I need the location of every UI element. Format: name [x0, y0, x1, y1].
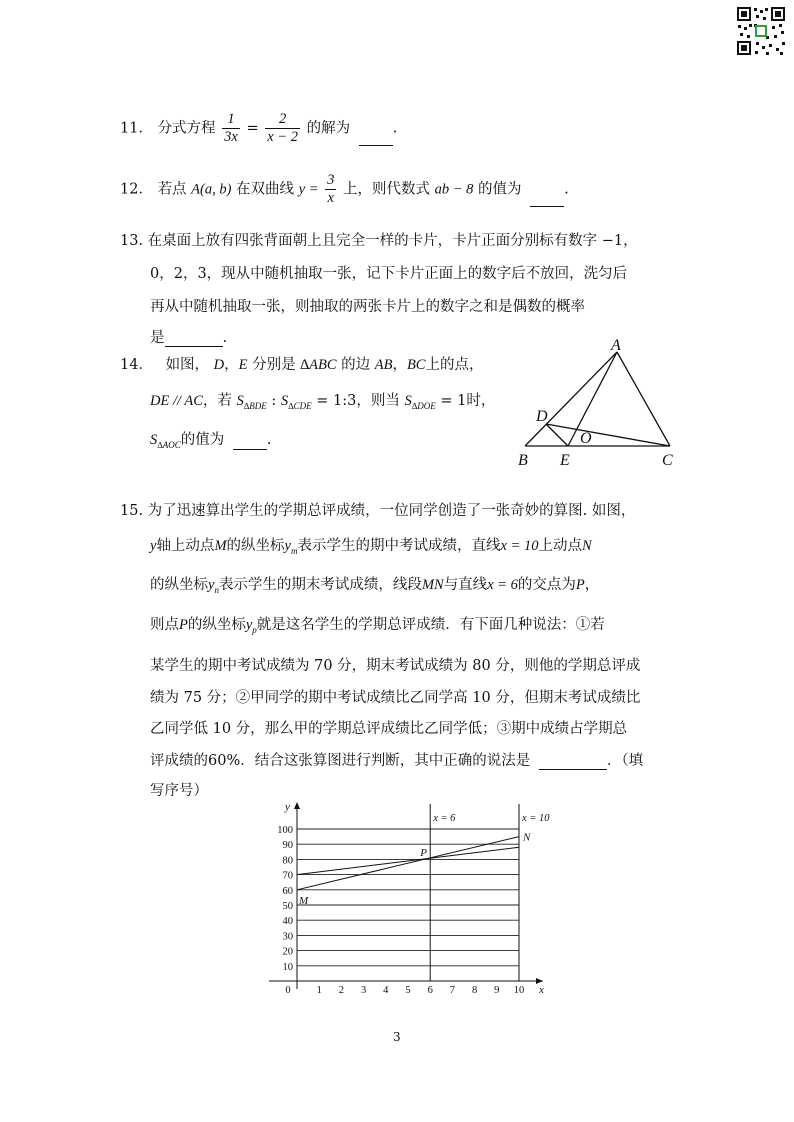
fraction-numerator: 1 [222, 111, 240, 129]
q15-text: 的纵坐标 [150, 577, 208, 593]
y-tick-label: 20 [282, 946, 293, 958]
fraction-denominator: x [327, 190, 334, 206]
q15-text: 表示学生的期中考试成绩，直线 [297, 538, 501, 554]
answer-blank [165, 332, 223, 347]
question-14-line-1 [120, 353, 483, 374]
area-symbol: S [280, 393, 289, 409]
q11-text-2: 的解为 [306, 120, 351, 137]
qr-code-image [736, 6, 786, 56]
segment-ab: AB [374, 357, 393, 373]
triangle-figure [512, 336, 686, 472]
var-ym: y [284, 538, 291, 554]
subscript: n [214, 584, 219, 595]
area-subscript: ∆DOE [411, 400, 436, 411]
point-label: M [299, 894, 309, 907]
question-13-line-1 [120, 229, 638, 250]
q15-text: ．结合这张算图进行判断，其中正确的说法是 [240, 753, 531, 769]
label-b: B [518, 452, 528, 469]
y-tick-label: 10 [282, 961, 293, 973]
q15-text: 表示学生的期末考试成绩，线段 [218, 577, 422, 593]
question-13-line-2: 0，2，3，现从中随机抽取一张，记下卡片正面上的数字后不放回，洗匀后 [150, 266, 628, 282]
q12-text: 若点 [157, 181, 187, 198]
period: . [564, 181, 569, 198]
point-n: N [581, 538, 592, 554]
line-x6: x = 6 [487, 577, 518, 593]
q14-text: 时， [466, 393, 496, 409]
triangle-abc: ∆ABC [300, 357, 337, 373]
separator: ， [392, 357, 407, 373]
fraction-numerator: 2 [265, 111, 300, 129]
period: . [266, 432, 272, 448]
x-tick-label: 8 [471, 985, 478, 996]
subscript: m [290, 545, 298, 556]
y-tick-label: 60 [282, 885, 293, 897]
ratio-colon: : [266, 393, 281, 409]
question-number: 15. [120, 503, 144, 519]
q15-text: 与直线 [443, 577, 488, 593]
q14-text: 如图， [165, 357, 210, 373]
q15-text: 的纵坐标 [187, 617, 246, 633]
percentage: 60% [208, 753, 241, 769]
point-p: P [575, 577, 585, 593]
question-number: 13. [120, 233, 144, 249]
q14-text: ，则当 [356, 393, 400, 409]
y-tick-label: 90 [282, 840, 293, 852]
x-tick-label: 7 [449, 985, 456, 996]
q15-text: ．（填 [606, 753, 644, 769]
point-a: A(a, b) [191, 181, 232, 198]
question-15-line-7: 乙同学低 10 分，那么甲的学期总评成绩比乙同学低；③期中成绩占学期总 [150, 721, 628, 737]
line-x10: x = 10 [500, 538, 539, 554]
q14-text: 上的点， [425, 357, 484, 373]
point-p: P [179, 617, 188, 633]
function-lhs: y = [298, 181, 319, 198]
subscript: p [252, 624, 257, 635]
q15-text: 就是这名学生的学期总评成绩．有下面几种说法：①若 [256, 617, 605, 633]
question-15-line-9: 写序号） [150, 783, 208, 799]
x-tick-label: 9 [494, 985, 500, 996]
question-12 [120, 172, 569, 207]
x-tick-label: 10 [513, 985, 525, 996]
point-m: M [214, 538, 227, 554]
y-tick-label: 80 [282, 855, 293, 867]
q15-text: 评成绩的 [150, 753, 208, 769]
label-a: A [611, 337, 621, 354]
x-tick-label: 5 [405, 985, 411, 996]
x-tick-label: 2 [338, 985, 345, 996]
q11-text: 分式方程 [157, 120, 216, 137]
fraction-denominator: x − 2 [267, 129, 298, 145]
q15-text: 则点 [150, 617, 179, 633]
q14-text: ，若 [202, 393, 232, 409]
y-axis-label: y [285, 801, 290, 813]
question-14-line-2 [150, 389, 495, 411]
point-e: E [238, 357, 248, 373]
y-tick-label: 70 [282, 870, 293, 882]
area-symbol: S [150, 432, 158, 448]
answer-blank [359, 131, 393, 146]
separator: ， [224, 357, 239, 373]
answer-blank [530, 192, 564, 207]
q15-text: 的纵坐标 [226, 538, 285, 554]
question-15-line-2 [150, 534, 592, 556]
q13-text: 是 [150, 330, 165, 346]
question-number: 12． [120, 181, 153, 198]
question-13-line-4 [150, 326, 227, 347]
segment-bc: BC [406, 357, 426, 373]
q15-text: 为了迅速算出学生的学期总评成绩，一位同学创造了一张奇妙的算图. 如图， [147, 503, 636, 519]
q12-text-2: 在双曲线 [236, 181, 295, 198]
fraction-denominator: 3x [224, 129, 238, 145]
x-axis-label: x [539, 984, 544, 996]
question-number: 11． [120, 120, 153, 137]
label-e: E [560, 452, 570, 469]
fraction-1 [222, 111, 240, 146]
q15-text: 轴上动点 [156, 538, 215, 554]
page-number: 3 [393, 1030, 401, 1044]
point-label: N [523, 831, 531, 844]
equals-sign: = [246, 120, 259, 137]
question-15-line-6: 绩为 75 分；②甲同学的期中考试成绩比乙同学高 10 分，但期末考试成绩比 [150, 690, 641, 706]
question-14-line-3 [150, 428, 271, 450]
x-tick-label: 0 [285, 985, 291, 996]
segment-mn: MN [421, 577, 444, 593]
label-o: O [580, 430, 592, 447]
y-tick-label: 50 [282, 901, 293, 912]
y-tick-label: 40 [282, 916, 293, 928]
y-tick-label: 100 [277, 825, 293, 836]
question-number: 14． [120, 357, 153, 373]
y-tick-label: 30 [282, 931, 293, 943]
var-y: y [150, 538, 157, 554]
q14-text: 分别是 [252, 357, 296, 373]
period: . [392, 120, 398, 137]
vertical-line-label: x = 10 [522, 813, 550, 824]
area-subscript: ∆CDE [288, 400, 312, 411]
label-c: C [662, 452, 673, 469]
ratio-value: = 1:3 [316, 393, 357, 409]
q15-text: 的交点为 [517, 577, 576, 593]
x-tick-label: 1 [316, 985, 322, 996]
question-15-line-3 [150, 573, 599, 595]
area-subscript: ∆BDE [243, 400, 267, 411]
nomogram-chart [260, 798, 550, 1003]
q13-text: 在桌面上放有四张背面朝上且完全一样的卡片，卡片正面分别标有数字 −1， [147, 233, 638, 249]
fraction [325, 172, 336, 207]
q14-text: 的边 [341, 357, 371, 373]
q14-text: 的值为 [180, 432, 225, 448]
point-label: P [420, 846, 427, 859]
parallel-condition: DE // AC [150, 393, 203, 409]
x-tick-label: 6 [427, 985, 433, 996]
fraction-2 [265, 111, 300, 146]
area-subscript: ∆AOC [157, 439, 181, 450]
q15-text: 上动点 [538, 538, 582, 554]
area-symbol: S [236, 393, 244, 409]
question-15-line-8 [150, 749, 643, 770]
x-tick-label: 3 [360, 985, 367, 996]
expression: ab − 8 [434, 181, 474, 198]
side-ab [525, 352, 617, 446]
answer-blank [233, 435, 267, 450]
q12-text-4: 的值为 [478, 181, 522, 198]
point-d: D [213, 357, 225, 373]
question-15-line-1 [120, 499, 635, 520]
question-15-line-4 [150, 613, 605, 635]
label-d: D [536, 408, 548, 425]
series-line [297, 847, 519, 874]
y-axis-arrow [294, 802, 300, 809]
answer-blank [539, 755, 607, 770]
q12-text-3: 上，则代数式 [342, 181, 430, 198]
period: . [222, 330, 228, 346]
x-tick-label: 4 [383, 985, 389, 996]
vertical-line-label: x = 6 [433, 813, 456, 824]
var-yn: y [208, 577, 215, 593]
question-15-line-5: 某学生的期中考试成绩为 70 分，期末考试成绩为 80 分，则他的学期总评成 [150, 658, 641, 674]
side-ac [617, 352, 670, 446]
q15-text: ， [584, 577, 600, 593]
var-yp: y [245, 617, 253, 633]
area-symbol: S [404, 393, 412, 409]
question-13-line-3: 再从中随机抽取一张，则抽取的两张卡片上的数字之和是偶数的概率 [150, 299, 585, 315]
fraction-numerator: 3 [327, 172, 335, 188]
question-11 [120, 111, 397, 146]
area-value: = 1 [440, 393, 467, 409]
